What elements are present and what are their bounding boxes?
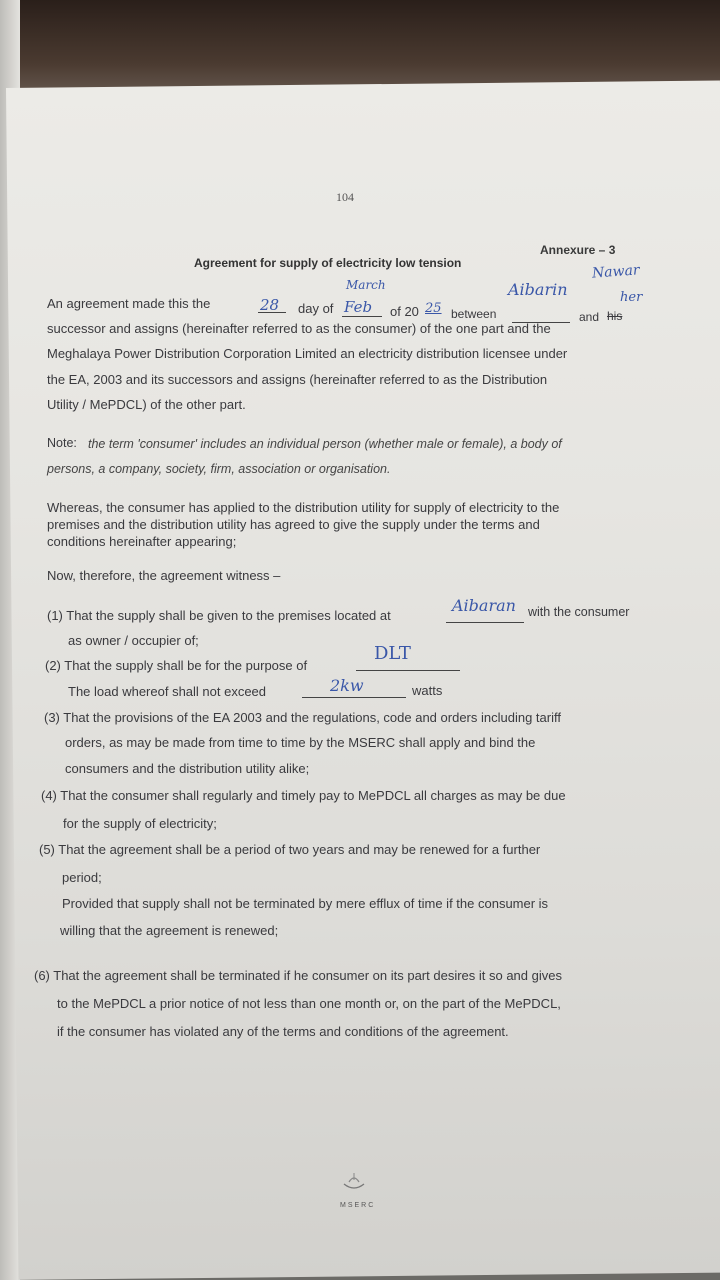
now-therefore: Now, therefore, the agreement witness – <box>47 568 281 583</box>
clause-5-line-4: willing that the agreement is renewed; <box>60 923 279 938</box>
footer-logo-text: MSERC <box>340 1202 376 1209</box>
whereas-line-2: premises and the distribution utility has agreed to give the supply under the terms and <box>47 517 540 532</box>
hw-name: Aibarin <box>508 280 568 299</box>
clause-6-line-2: to the MePDCL a prior notice of not less than one month or, on the part of the MePDCL, <box>57 996 561 1011</box>
hw-day: 28 <box>260 296 280 314</box>
clause-2-line-2: The load whereof shall not exceed <box>68 684 267 699</box>
clause-6-line-1: (6) That the agreement shall be terminated if he consumer on its part desires it so and gives <box>34 968 562 983</box>
hw-year: 25 <box>425 301 442 316</box>
hw-month-above: March <box>346 278 386 292</box>
clause-5-line-1: (5) That the agreement shall be a period of two years and may be renewed for a further <box>39 842 541 857</box>
clause-5-line-3: Provided that supply shall not be terminated by mere efflux of time if the consumer is <box>62 896 549 911</box>
clause-2-watts: watts <box>412 683 443 698</box>
clause-2-line-1: (2) That the supply shall be for the purpose of <box>45 658 308 673</box>
clause-3-line-1: (3) That the provisions of the EA 2003 and the regulations, code and orders including tariff <box>44 710 561 725</box>
blank-month <box>342 316 382 317</box>
hw-month: Feb <box>344 298 373 316</box>
clause-6-line-3: if the consumer has violated any of the terms and conditions of the agreement. <box>57 1024 509 1039</box>
note-line-1: the term 'consumer' includes an individual person (whether male or female), a body of <box>88 437 562 451</box>
page-number: 104 <box>336 190 354 204</box>
blank-purpose <box>356 670 460 671</box>
intro-line-1c: of 20 <box>390 304 419 319</box>
clause-1-line-1: (1) That the supply shall be given to the premises located at <box>47 608 391 623</box>
hw-her: her <box>620 290 643 305</box>
note-line-2: persons, a company, society, firm, association or organisation. <box>47 462 391 476</box>
hw-purpose: DLT <box>374 643 411 664</box>
intro-line-1d: between <box>451 307 497 321</box>
clause-4-line-1: (4) That the consumer shall regularly and timely pay to MePDCL all charges as may be due <box>41 788 566 803</box>
document-title: Agreement for supply of electricity low tension <box>194 256 462 270</box>
note-label: Note: <box>47 436 77 450</box>
intro-line-4: the EA, 2003 and its successors and assigns (hereinafter referred to as the Distribution <box>47 372 548 387</box>
whereas-line-3: conditions hereinafter appearing; <box>47 534 237 549</box>
hw-name-above: Nawar <box>591 262 641 282</box>
clause-1-line-1b: with the consumer <box>528 605 630 619</box>
annexure-label: Annexure – 3 <box>540 243 616 257</box>
intro-line-3: Meghalaya Power Distribution Corporation Limited an electricity distribution licensee under <box>47 346 568 361</box>
clause-1-line-2: as owner / occupier of; <box>68 633 199 648</box>
blank-load <box>302 697 406 698</box>
clause-4-line-2: for the supply of electricity; <box>63 816 217 831</box>
mserc-logo-icon <box>340 1170 368 1192</box>
intro-line-1b: day of <box>298 301 334 316</box>
whereas-line-1: Whereas, the consumer has applied to the distribution utility for supply of electricity to the <box>47 500 560 515</box>
intro-line-1a: An agreement made this the <box>47 296 211 311</box>
intro-line-1e: and <box>579 310 600 324</box>
clause-3-line-2: orders, as may be made from time to time by the MSERC shall apply and bind the <box>65 735 536 750</box>
intro-line-5: Utility / MePDCL) of the other part. <box>47 397 246 412</box>
clause-5-line-2: period; <box>62 870 102 885</box>
hw-load: 2kw <box>330 676 364 695</box>
intro-line-1f: his <box>607 309 623 323</box>
clause-3-line-3: consumers and the distribution utility alike; <box>65 761 310 776</box>
hw-location: Aibaran <box>452 596 516 615</box>
intro-line-2: successor and assigns (hereinafter referred to as the consumer) of the one part and the <box>47 321 551 336</box>
blank-location <box>446 622 524 623</box>
